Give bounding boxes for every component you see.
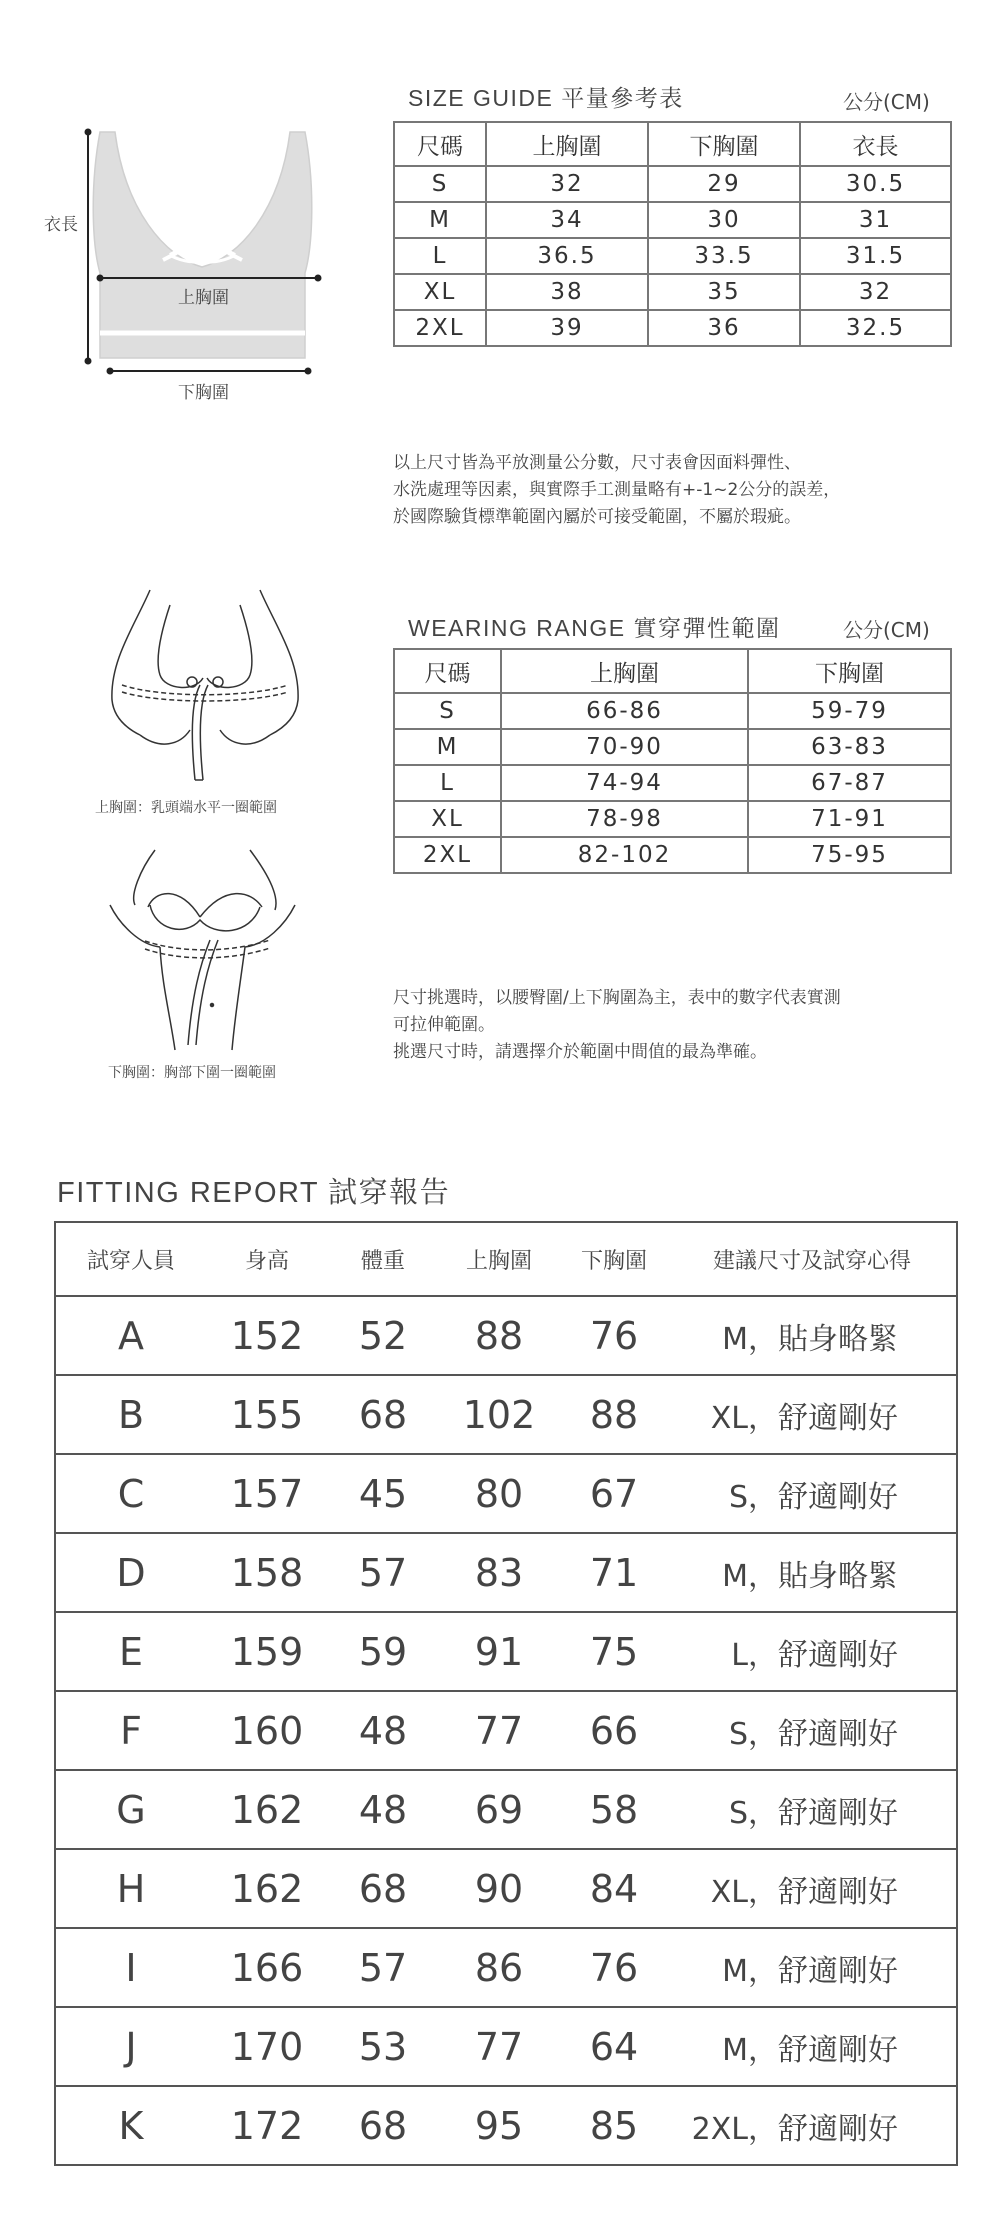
size-guide-row: [394, 238, 951, 274]
recommendation-cell: XL，舒適剛好: [668, 1849, 957, 1928]
lower-chest-cell: 76: [560, 1928, 668, 2007]
recommendation-cell: M，舒適剛好: [668, 1928, 957, 2007]
size-guide-notes: [393, 450, 840, 531]
lower-chest-cell: 67: [560, 1454, 668, 1533]
weight-cell: 57: [328, 1533, 438, 1612]
upper-chest-cell: 32: [486, 166, 648, 202]
height-cell: 160: [206, 1691, 328, 1770]
height-cell: 166: [206, 1928, 328, 2007]
size-cell: M: [394, 729, 501, 765]
size-guide-unit: 公分(CM): [843, 90, 930, 114]
lower-chest-cell: 35: [648, 274, 800, 310]
upper-chest-range-cell: 74-94: [501, 765, 748, 801]
lower-chest-caption: 下胸圍：胸部下圍一圈範圍: [108, 1065, 276, 1081]
tester-cell: A: [55, 1296, 206, 1375]
lower-chest-cell: 71: [560, 1533, 668, 1612]
weight-cell: 45: [328, 1454, 438, 1533]
size-guide-title: SIZE GUIDE 平量參考表: [408, 85, 684, 111]
tester-cell: K: [55, 2086, 206, 2165]
fitting-report-body: [55, 1296, 957, 2165]
weight-cell: 59: [328, 1612, 438, 1691]
lower-chest-cell: 66: [560, 1691, 668, 1770]
fitting-header-recommendation: 建議尺寸及試穿心得: [668, 1222, 957, 1296]
recommendation-cell: 2XL，舒適剛好: [668, 2086, 957, 2165]
size-cell: L: [394, 238, 486, 274]
upper-chest-cell: 69: [438, 1770, 560, 1849]
upper-chest-range-cell: 70-90: [501, 729, 748, 765]
weight-cell: 52: [328, 1296, 438, 1375]
tester-cell: H: [55, 1849, 206, 1928]
recommendation-cell: M，貼身略緊: [668, 1533, 957, 1612]
upper-chest-cell: 80: [438, 1454, 560, 1533]
size-guide-row: [394, 310, 951, 346]
upper-chest-cell: 39: [486, 310, 648, 346]
fitting-report-row: [55, 1928, 957, 2007]
upper-chest-cell: 83: [438, 1533, 560, 1612]
lower-chest-range-cell: 75-95: [748, 837, 951, 873]
tester-cell: C: [55, 1454, 206, 1533]
size-guide-row: [394, 274, 951, 310]
recommendation-cell: L，舒適剛好: [668, 1612, 957, 1691]
length-cell: 32: [800, 274, 951, 310]
lower-chest-range-cell: 63-83: [748, 729, 951, 765]
upper-chest-cell: 91: [438, 1612, 560, 1691]
fitting-report-row: [55, 1454, 957, 1533]
size-cell: L: [394, 765, 501, 801]
size-cell: 2XL: [394, 310, 486, 346]
lower-chest-cell: 29: [648, 166, 800, 202]
wearing-range-note: 可拉伸範圍。: [393, 1015, 495, 1035]
fitting-header-lower: 下胸圍: [560, 1222, 668, 1296]
wearing-range-header-size: 尺碼: [394, 649, 501, 693]
upper-chest-cell: 95: [438, 2086, 560, 2165]
recommendation-cell: S，舒適剛好: [668, 1454, 957, 1533]
wearing-range-unit: 公分(CM): [843, 618, 930, 642]
size-guide-note: 水洗處理等因素，與實際手工測量略有+-1~2公分的誤差，: [393, 480, 841, 500]
diagram-label-upper-chest: 上胸圍: [178, 288, 229, 308]
sports-bra-diagram: [30, 115, 330, 405]
fitting-report-row: [55, 2007, 957, 2086]
size-guide-row: [394, 166, 951, 202]
tester-cell: J: [55, 2007, 206, 2086]
weight-cell: 57: [328, 1928, 438, 2007]
height-cell: 172: [206, 2086, 328, 2165]
height-cell: 155: [206, 1375, 328, 1454]
lower-chest-cell: 75: [560, 1612, 668, 1691]
length-cell: 30.5: [800, 166, 951, 202]
recommendation-cell: M，舒適剛好: [668, 2007, 957, 2086]
height-cell: 159: [206, 1612, 328, 1691]
lower-chest-cell: 76: [560, 1296, 668, 1375]
height-cell: 157: [206, 1454, 328, 1533]
upper-chest-cell: 86: [438, 1928, 560, 2007]
weight-cell: 68: [328, 1375, 438, 1454]
tester-cell: G: [55, 1770, 206, 1849]
upper-chest-cell: 77: [438, 1691, 560, 1770]
lower-chest-cell: 58: [560, 1770, 668, 1849]
fitting-header-upper: 上胸圍: [438, 1222, 560, 1296]
diagram-label-lower-chest: 下胸圍: [178, 383, 229, 403]
size-cell: XL: [394, 801, 501, 837]
wearing-range-table: [393, 648, 952, 874]
fitting-header-weight: 體重: [328, 1222, 438, 1296]
weight-cell: 68: [328, 1849, 438, 1928]
size-guide-body: [394, 166, 951, 346]
wearing-range-row: [394, 729, 951, 765]
weight-cell: 48: [328, 1691, 438, 1770]
length-cell: 31.5: [800, 238, 951, 274]
lower-chest-range-cell: 71-91: [748, 801, 951, 837]
size-guide-header-row: [394, 122, 951, 166]
lower-chest-cell: 36: [648, 310, 800, 346]
wearing-range-title: WEARING RANGE 實穿彈性範圍: [408, 615, 781, 641]
tester-cell: I: [55, 1928, 206, 2007]
size-cell: S: [394, 166, 486, 202]
fitting-report-row: [55, 1770, 957, 1849]
fitting-header-height: 身高: [206, 1222, 328, 1296]
weight-cell: 48: [328, 1770, 438, 1849]
upper-chest-cell: 102: [438, 1375, 560, 1454]
recommendation-cell: S，舒適剛好: [668, 1770, 957, 1849]
lower-chest-cell: 84: [560, 1849, 668, 1928]
size-guide-header-length: 衣長: [800, 122, 951, 166]
wearing-range-header-lower: 下胸圍: [748, 649, 951, 693]
size-guide-note: 於國際驗貨標準範圍內屬於可接受範圍，不屬於瑕疵。: [393, 507, 801, 527]
wearing-range-row: [394, 765, 951, 801]
size-guide-header-upper: 上胸圍: [486, 122, 648, 166]
size-guide-note: 以上尺寸皆為平放測量公分數，尺寸表會因面料彈性、: [393, 453, 801, 473]
upper-chest-cell: 34: [486, 202, 648, 238]
size-guide-header-lower: 下胸圍: [648, 122, 800, 166]
lower-chest-cell: 33.5: [648, 238, 800, 274]
height-cell: 162: [206, 1849, 328, 1928]
recommendation-cell: S，舒適剛好: [668, 1691, 957, 1770]
size-cell: M: [394, 202, 486, 238]
height-cell: 170: [206, 2007, 328, 2086]
tester-cell: D: [55, 1533, 206, 1612]
wearing-range-row: [394, 693, 951, 729]
upper-chest-illustration: [100, 580, 310, 790]
upper-chest-range-cell: 66-86: [501, 693, 748, 729]
wearing-range-header-upper: 上胸圍: [501, 649, 748, 693]
lower-chest-cell: 30: [648, 202, 800, 238]
upper-chest-cell: 38: [486, 274, 648, 310]
fitting-report-row: [55, 1375, 957, 1454]
diagram-label-length: 衣長: [44, 215, 78, 235]
fitting-report-row: [55, 2086, 957, 2165]
fitting-report-table: [54, 1221, 958, 2166]
lower-chest-cell: 64: [560, 2007, 668, 2086]
upper-chest-cell: 36.5: [486, 238, 648, 274]
upper-chest-range-cell: 82-102: [501, 837, 748, 873]
lower-chest-illustration: [100, 845, 310, 1055]
length-cell: 32.5: [800, 310, 951, 346]
size-cell: 2XL: [394, 837, 501, 873]
upper-chest-range-cell: 78-98: [501, 801, 748, 837]
upper-chest-cell: 90: [438, 1849, 560, 1928]
lower-chest-cell: 88: [560, 1375, 668, 1454]
wearing-range-note: 尺寸挑選時，以腰臀圍/上下胸圍為主，表中的數字代表實測: [393, 988, 841, 1008]
size-guide-table: [393, 121, 952, 347]
fitting-report-row: [55, 1691, 957, 1770]
wearing-range-header-row: [394, 649, 951, 693]
weight-cell: 68: [328, 2086, 438, 2165]
fitting-report-row: [55, 1296, 957, 1375]
tester-cell: B: [55, 1375, 206, 1454]
tester-cell: E: [55, 1612, 206, 1691]
fitting-report-row: [55, 1612, 957, 1691]
size-cell: S: [394, 693, 501, 729]
fitting-report-header-row: [55, 1222, 957, 1296]
recommendation-cell: XL，舒適剛好: [668, 1375, 957, 1454]
fitting-header-tester: 試穿人員: [55, 1222, 206, 1296]
wearing-range-row: [394, 837, 951, 873]
wearing-range-note: 挑選尺寸時，請選擇介於範圍中間值的最為準確。: [393, 1042, 767, 1062]
fitting-report-row: [55, 1849, 957, 1928]
tester-cell: F: [55, 1691, 206, 1770]
wearing-range-notes: [393, 985, 841, 1066]
recommendation-cell: M，貼身略緊: [668, 1296, 957, 1375]
upper-chest-cell: 77: [438, 2007, 560, 2086]
fitting-report-title: FITTING REPORT 試穿報告: [57, 1177, 451, 1209]
weight-cell: 53: [328, 2007, 438, 2086]
length-cell: 31: [800, 202, 951, 238]
wearing-range-row: [394, 801, 951, 837]
fitting-report-row: [55, 1533, 957, 1612]
lower-chest-range-cell: 67-87: [748, 765, 951, 801]
size-guide-header-size: 尺碼: [394, 122, 486, 166]
upper-chest-caption: 上胸圍：乳頭端水平一圈範圍: [95, 800, 277, 816]
size-guide-row: [394, 202, 951, 238]
height-cell: 152: [206, 1296, 328, 1375]
size-cell: XL: [394, 274, 486, 310]
lower-chest-cell: 85: [560, 2086, 668, 2165]
height-cell: 158: [206, 1533, 328, 1612]
lower-chest-range-cell: 59-79: [748, 693, 951, 729]
upper-chest-cell: 88: [438, 1296, 560, 1375]
height-cell: 162: [206, 1770, 328, 1849]
wearing-range-body: [394, 693, 951, 873]
